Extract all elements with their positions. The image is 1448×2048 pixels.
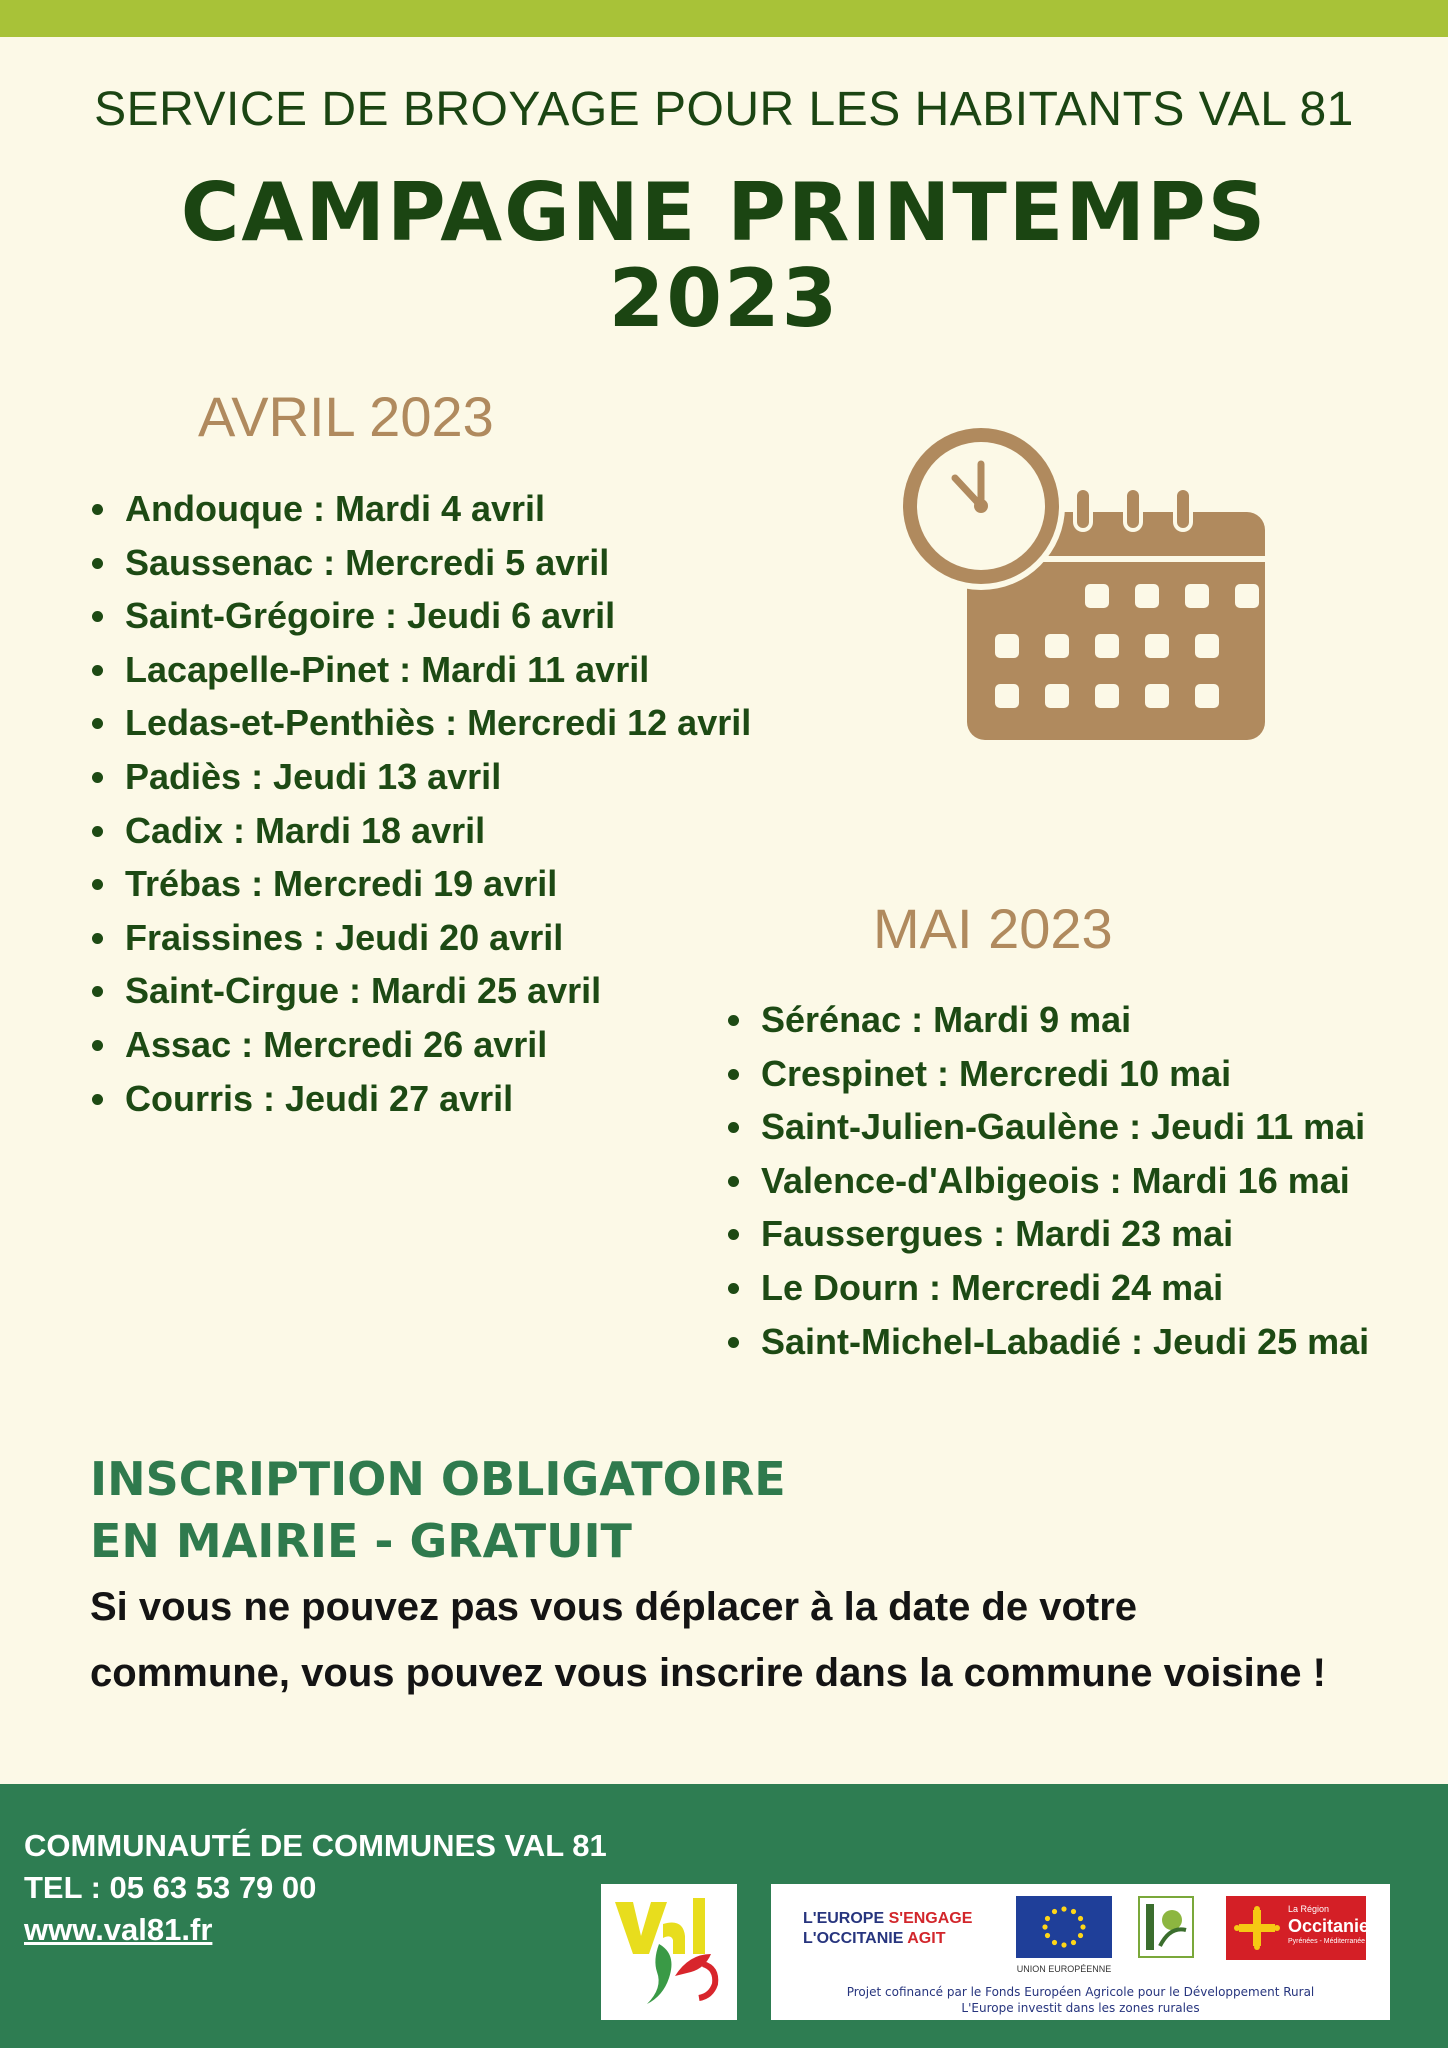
inscription-heading xyxy=(90,1448,990,1572)
schedule-item xyxy=(92,643,751,697)
eu-flag-icon xyxy=(1016,1896,1112,1958)
schedule-item-text: Cadix : Mardi 18 avril xyxy=(125,809,486,851)
schedule-item xyxy=(728,1207,1369,1261)
schedule-item xyxy=(92,911,751,965)
schedule-item-text: Faussergues : Mardi 23 mai xyxy=(761,1213,1234,1255)
page-subtitle: SERVICE DE BROYAGE POUR LES HABITANTS VAL 81 xyxy=(94,83,1354,136)
europe-occitanie-slogan-logo: L'EUROPE S'ENGAGE L'OCCITANIE AGIT xyxy=(803,1910,973,1947)
schedule-item-text: Saint-Julien-Gaulène : Jeudi 11 mai xyxy=(761,1106,1366,1148)
region-occitanie-logo: La Région Occitanie Pyrénées - Méditerranée xyxy=(1226,1896,1366,1960)
bullet-icon xyxy=(92,665,103,676)
bullet-icon xyxy=(728,1229,739,1240)
schedule-item-text: Saint-Michel-Labadié : Jeudi 25 mai xyxy=(761,1320,1370,1362)
inscription-line-2: EN MAIRIE - GRATUIT xyxy=(90,1514,632,1568)
title-line-1: CAMPAGNE PRINTEMPS xyxy=(180,166,1268,259)
calendar-clock-icon xyxy=(895,420,1270,750)
bullet-icon xyxy=(728,1337,739,1348)
schedule-item-text: Trébas : Mercredi 19 avril xyxy=(125,863,558,905)
schedule-item-text: Sérénac : Mardi 9 mai xyxy=(761,999,1132,1040)
schedule-item xyxy=(728,1315,1369,1369)
title-line-2: 2023 xyxy=(608,252,840,345)
schedule-item xyxy=(92,804,751,858)
bullet-icon xyxy=(728,1283,739,1294)
bullet-icon xyxy=(92,933,103,944)
footer-phone: TEL : 05 63 53 79 00 xyxy=(24,1870,317,1905)
inscription-line-1: INSCRIPTION OBLIGATOIRE xyxy=(90,1452,786,1506)
schedule-item xyxy=(92,964,751,1018)
page-title xyxy=(100,166,1348,345)
bullet-icon xyxy=(728,1176,739,1187)
bullet-icon xyxy=(92,1040,103,1051)
schedule-item-text: Saint-Cirgue : Mardi 25 avril xyxy=(125,970,602,1012)
schedule-item xyxy=(92,857,751,911)
bullet-icon xyxy=(92,879,103,890)
bullet-icon xyxy=(92,504,103,515)
schedule-item-text: Saussenac : Mercredi 5 avril xyxy=(125,541,610,583)
partners-caption: Projet cofinancé par le Fonds Européen Agricole pour le Développement Rural L'Europe investit dans les zones rurales xyxy=(846,1985,1315,2015)
note-line-2: commune, vous pouvez vous inscrire dans la commune voisine ! xyxy=(90,1651,1326,1695)
schedule-item-text: Crespinet : Mercredi 10 mai xyxy=(761,1052,1232,1094)
schedule-item-text: Lacapelle-Pinet : Mardi 11 avril xyxy=(125,648,650,690)
schedule-item-text: Valence-d'Albigeois : Mardi 16 mai xyxy=(761,1159,1350,1201)
schedule-item xyxy=(92,1018,751,1072)
bullet-icon xyxy=(92,558,103,569)
may-heading: MAI 2023 xyxy=(873,897,1113,960)
footer-org-name: COMMUNAUTÉ DE COMMUNES VAL 81 xyxy=(24,1828,607,1863)
val81-logo xyxy=(601,1884,737,2020)
schedule-item-text: Ledas-et-Penthiès : Mercredi 12 avril xyxy=(125,702,752,744)
footer-website-link[interactable]: www.val81.fr xyxy=(24,1912,213,1947)
bullet-icon xyxy=(92,718,103,729)
top-accent-band xyxy=(0,0,1448,37)
schedule-item-text: Courris : Jeudi 27 avril xyxy=(125,1077,514,1119)
schedule-item xyxy=(728,1261,1369,1315)
bullet-icon xyxy=(92,1094,103,1105)
eu-caption: UNION EUROPÉENNE xyxy=(1016,1964,1112,1974)
schedule-item xyxy=(92,1072,751,1126)
neighbor-commune-note xyxy=(90,1574,1390,1706)
schedule-item-text: Assac : Mercredi 26 avril xyxy=(125,1023,548,1065)
schedule-item-text: Le Dourn : Mercredi 24 mai xyxy=(761,1266,1224,1308)
schedule-item-text: Saint-Grégoire : Jeudi 6 avril xyxy=(125,595,616,637)
bullet-icon xyxy=(728,1069,739,1080)
schedule-item xyxy=(92,589,751,643)
bullet-icon xyxy=(92,772,103,783)
schedule-item xyxy=(92,696,751,750)
note-line-1: Si vous ne pouvez pas vous déplacer à la date de votre xyxy=(90,1585,1138,1629)
schedule-item xyxy=(92,536,751,590)
schedule-item xyxy=(92,482,751,536)
schedule-item xyxy=(92,750,751,804)
bullet-icon xyxy=(92,826,103,837)
schedule-item xyxy=(728,993,1369,1047)
schedule-item-text: Andouque : Mardi 4 avril xyxy=(125,488,546,529)
bullet-icon xyxy=(728,1015,739,1026)
may-schedule-list xyxy=(728,993,1369,1368)
april-heading: AVRIL 2023 xyxy=(198,385,494,448)
april-schedule-list xyxy=(92,482,751,1125)
bullet-icon xyxy=(92,986,103,997)
schedule-item-text: Fraissines : Jeudi 20 avril xyxy=(125,916,564,958)
leader-logo xyxy=(1138,1896,1194,1958)
bullet-icon xyxy=(92,611,103,622)
val81-logo-graphic xyxy=(601,1884,737,2020)
occitan-cross-icon xyxy=(1234,1906,1280,1950)
schedule-item xyxy=(728,1100,1369,1154)
schedule-item-text: Padiès : Jeudi 13 avril xyxy=(125,755,502,797)
partners-logos xyxy=(771,1884,1390,2020)
schedule-item xyxy=(728,1154,1369,1208)
bullet-icon xyxy=(728,1122,739,1133)
schedule-item xyxy=(728,1047,1369,1101)
